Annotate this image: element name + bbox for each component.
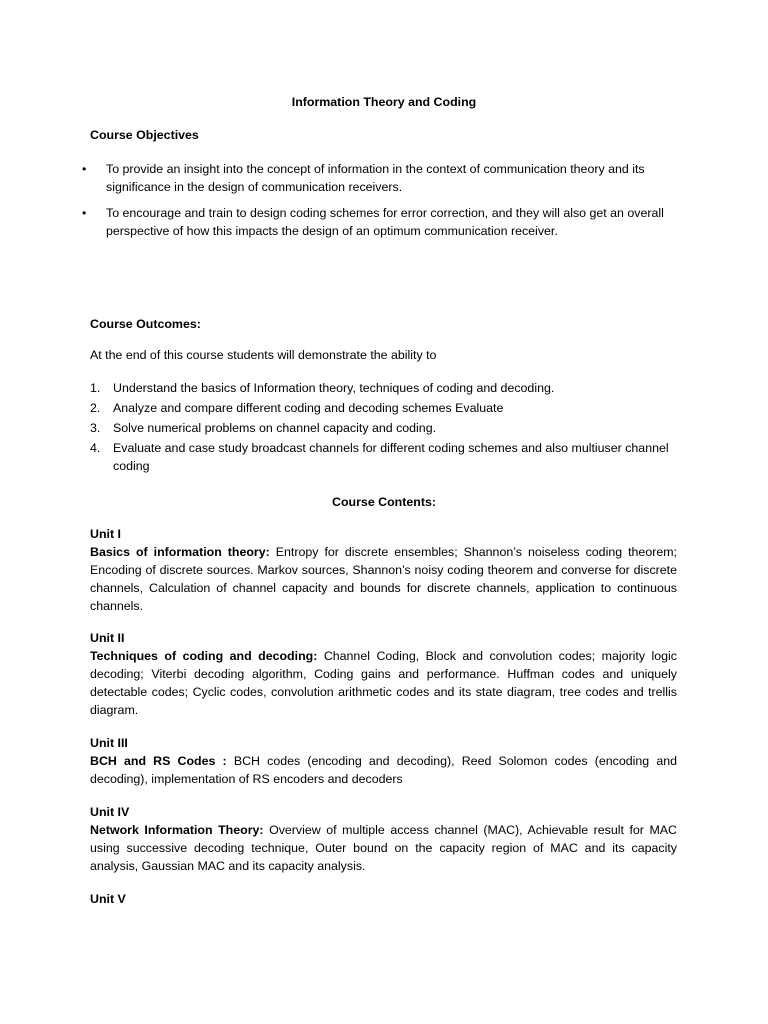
unit-body: [90, 821, 677, 875]
outcome-text: Analyze and compare different coding and decoding schemes Evaluate: [113, 401, 504, 415]
outcome-item: [0, 379, 678, 397]
objective-text: To encourage and train to design coding schemes for error correction, and they will also get an overall perspective of how this impacts the design of an optimum communication receiver.: [106, 206, 664, 238]
unit-title: Unit III: [90, 736, 128, 750]
unit-body: [90, 543, 677, 615]
outcomes-list: [0, 379, 768, 477]
unit-topic: Network Information Theory:: [90, 823, 264, 837]
unit-description: Overview of multiple access channel (MAC), Achievable result for MAC using successive decoding technique, Outer bound on the capacity region of MAC and its capacity analysis, Gaussian MAC and its capacity analysis.: [90, 823, 677, 873]
unit-topic: Techniques of coding and decoding:: [90, 649, 318, 663]
bullet-icon: •: [82, 162, 87, 176]
unit-title: Unit I: [90, 527, 121, 541]
document-title: Information Theory and Coding: [291, 95, 477, 109]
outcome-number: 3.: [90, 421, 101, 435]
objective-item: [0, 160, 678, 196]
outcome-item: [0, 439, 678, 475]
contents-heading: Course Contents:: [332, 495, 436, 509]
unit-section: [90, 890, 677, 908]
outcome-text: Solve numerical problems on channel capacity and coding.: [113, 421, 437, 435]
unit-description: Channel Coding, Block and convolution codes; majority logic decoding; Viterbi decoding algorithm, Coding gains and performance. Huffman codes and uniquely detectable codes; Cyclic codes, convolution arithmetic codes and its state diagram, tree codes and trellis diagram.: [90, 649, 677, 717]
unit-body: [90, 647, 677, 719]
unit-body: [90, 752, 677, 788]
unit-section: [90, 803, 677, 875]
objective-item: [0, 204, 678, 240]
outcome-item: [0, 419, 678, 437]
bullet-icon: •: [82, 206, 87, 220]
unit-description: Entropy for discrete ensembles; Shannon’s noiseless coding theorem; Encoding of discrete sources. Markov sources, Shannon’s noisy coding theorem and converse for discrete channels, Calculation of channel capacity and bounds for discrete channels, application to continuous channels.: [90, 545, 677, 613]
outcomes-heading: Course Outcomes:: [90, 317, 201, 331]
unit-topic: Basics of information theory:: [90, 545, 270, 559]
unit-title: Unit V: [90, 892, 126, 906]
unit-title: Unit II: [90, 631, 125, 645]
objectives-heading: Course Objectives: [90, 128, 199, 142]
outcomes-intro: At the end of this course students will demonstrate the ability to: [90, 348, 437, 362]
outcome-number: 1.: [90, 381, 101, 395]
outcome-item: [0, 399, 678, 417]
unit-description: BCH codes (encoding and decoding), Reed Solomon codes (encoding and decoding), implementation of RS encoders and decoders: [90, 754, 677, 786]
unit-section: [90, 629, 677, 719]
outcome-number: 2.: [90, 401, 101, 415]
unit-section: [90, 525, 677, 615]
unit-title: Unit IV: [90, 805, 130, 819]
outcome-text: Understand the basics of Information theory, techniques of coding and decoding.: [113, 381, 555, 395]
objective-text: To provide an insight into the concept of information in the context of communication theory and its significance in the design of communication receivers.: [106, 162, 645, 194]
unit-topic: BCH and RS Codes :: [90, 754, 227, 768]
unit-section: [90, 734, 677, 788]
objectives-list: [0, 160, 768, 248]
outcome-text: Evaluate and case study broadcast channels for different coding schemes and also multiuser channel coding: [113, 441, 669, 473]
outcome-number: 4.: [90, 441, 101, 455]
